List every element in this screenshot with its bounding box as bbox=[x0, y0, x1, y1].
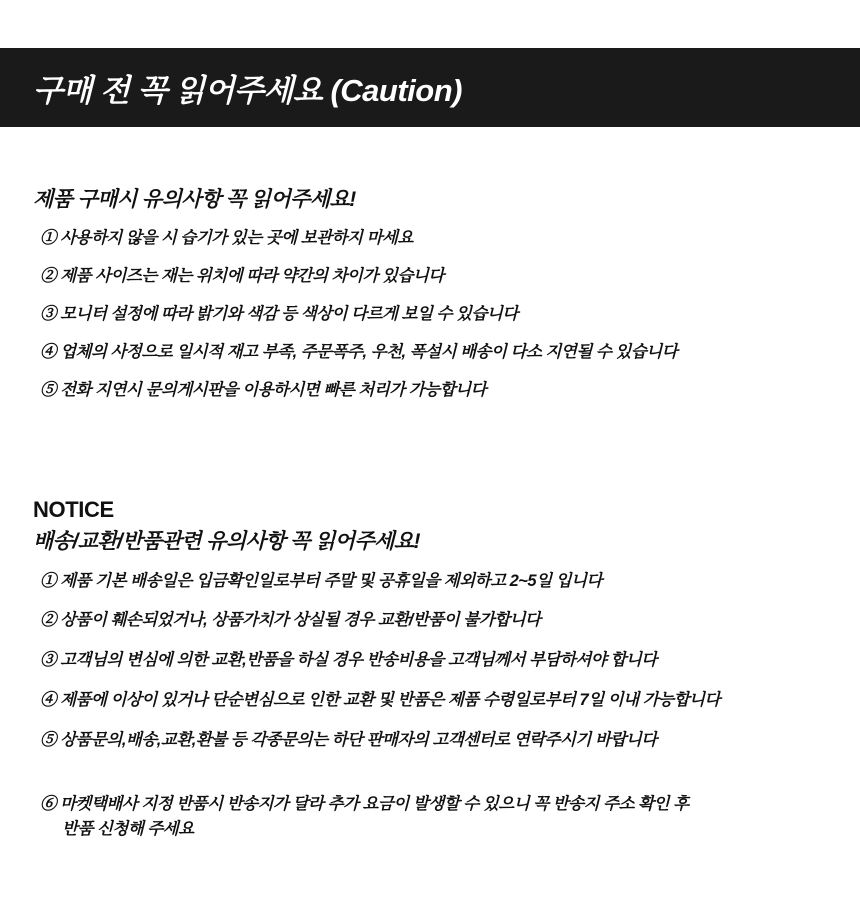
notice-label: NOTICE bbox=[33, 496, 114, 522]
list-item: ① 제품 기본 배송일은 입금확인일로부터 주말 및 공휴일을 제외하고 2~5일 입니다 bbox=[40, 571, 602, 590]
caution-item-list bbox=[33, 227, 836, 403]
list-item-line-2: 반품 신청해 주세요 bbox=[62, 819, 194, 838]
notice-item-list bbox=[33, 569, 836, 867]
list-item: ⑤ 상품문의,배송,교환,환불 등 각종문의는 하단 판매자의 고객센터로 연락주시기 바랍니다 bbox=[40, 730, 657, 749]
notice-section-heading: 배송/교환/반품관련 유의사항 꼭 읽어주세요! bbox=[33, 529, 420, 553]
notice-section bbox=[0, 417, 860, 867]
page-title: 구매 전 꼭 읽어주세요 (Caution) bbox=[33, 73, 462, 108]
list-item: ② 제품 사이즈는 재는 위치에 따라 약간의 차이가 있습니다 bbox=[40, 266, 444, 285]
caution-section bbox=[0, 127, 860, 403]
list-item-line-1: ⑥ 마켓택배사 지정 반품시 반송지가 달라 추가 요금이 발생할 수 있으니 꼭 반송지 주소 확인 후 bbox=[40, 795, 689, 814]
list-item: ④ 업체의 사정으로 일시적 재고 부족, 주문폭주, 우천, 폭설시 배송이 다소 지연될 수 있습니다 bbox=[40, 342, 678, 361]
list-item: ② 상품이 훼손되었거나, 상품가치가 상실될 경우 교환/반품이 불가합니다 bbox=[40, 611, 541, 630]
page-body bbox=[0, 127, 860, 881]
page-header-bar bbox=[0, 48, 860, 127]
list-item bbox=[33, 767, 836, 866]
list-item: ① 사용하지 않을 시 습기가 있는 곳에 보관하지 마세요 bbox=[40, 229, 413, 247]
list-item: ③ 모니터 설정에 따라 밝기와 색감 등 색상이 다르게 보일 수 있습니다 bbox=[40, 304, 518, 323]
list-item: ④ 제품에 이상이 있거나 단순변심으로 인한 교환 및 반품은 제품 수령일로부터 7일 이내 가능합니다 bbox=[40, 690, 720, 709]
list-item: ⑤ 전화 지연시 문의게시판을 이용하시면 빠른 처리가 가능합니다 bbox=[40, 380, 487, 399]
caution-section-heading: 제품 구매시 유의사항 꼭 읽어주세요! bbox=[33, 188, 356, 211]
list-item: ③ 고객님의 변심에 의한 교환,반품을 하실 경우 반송비용을 고객님께서 부담하셔야 합니다 bbox=[40, 651, 657, 670]
